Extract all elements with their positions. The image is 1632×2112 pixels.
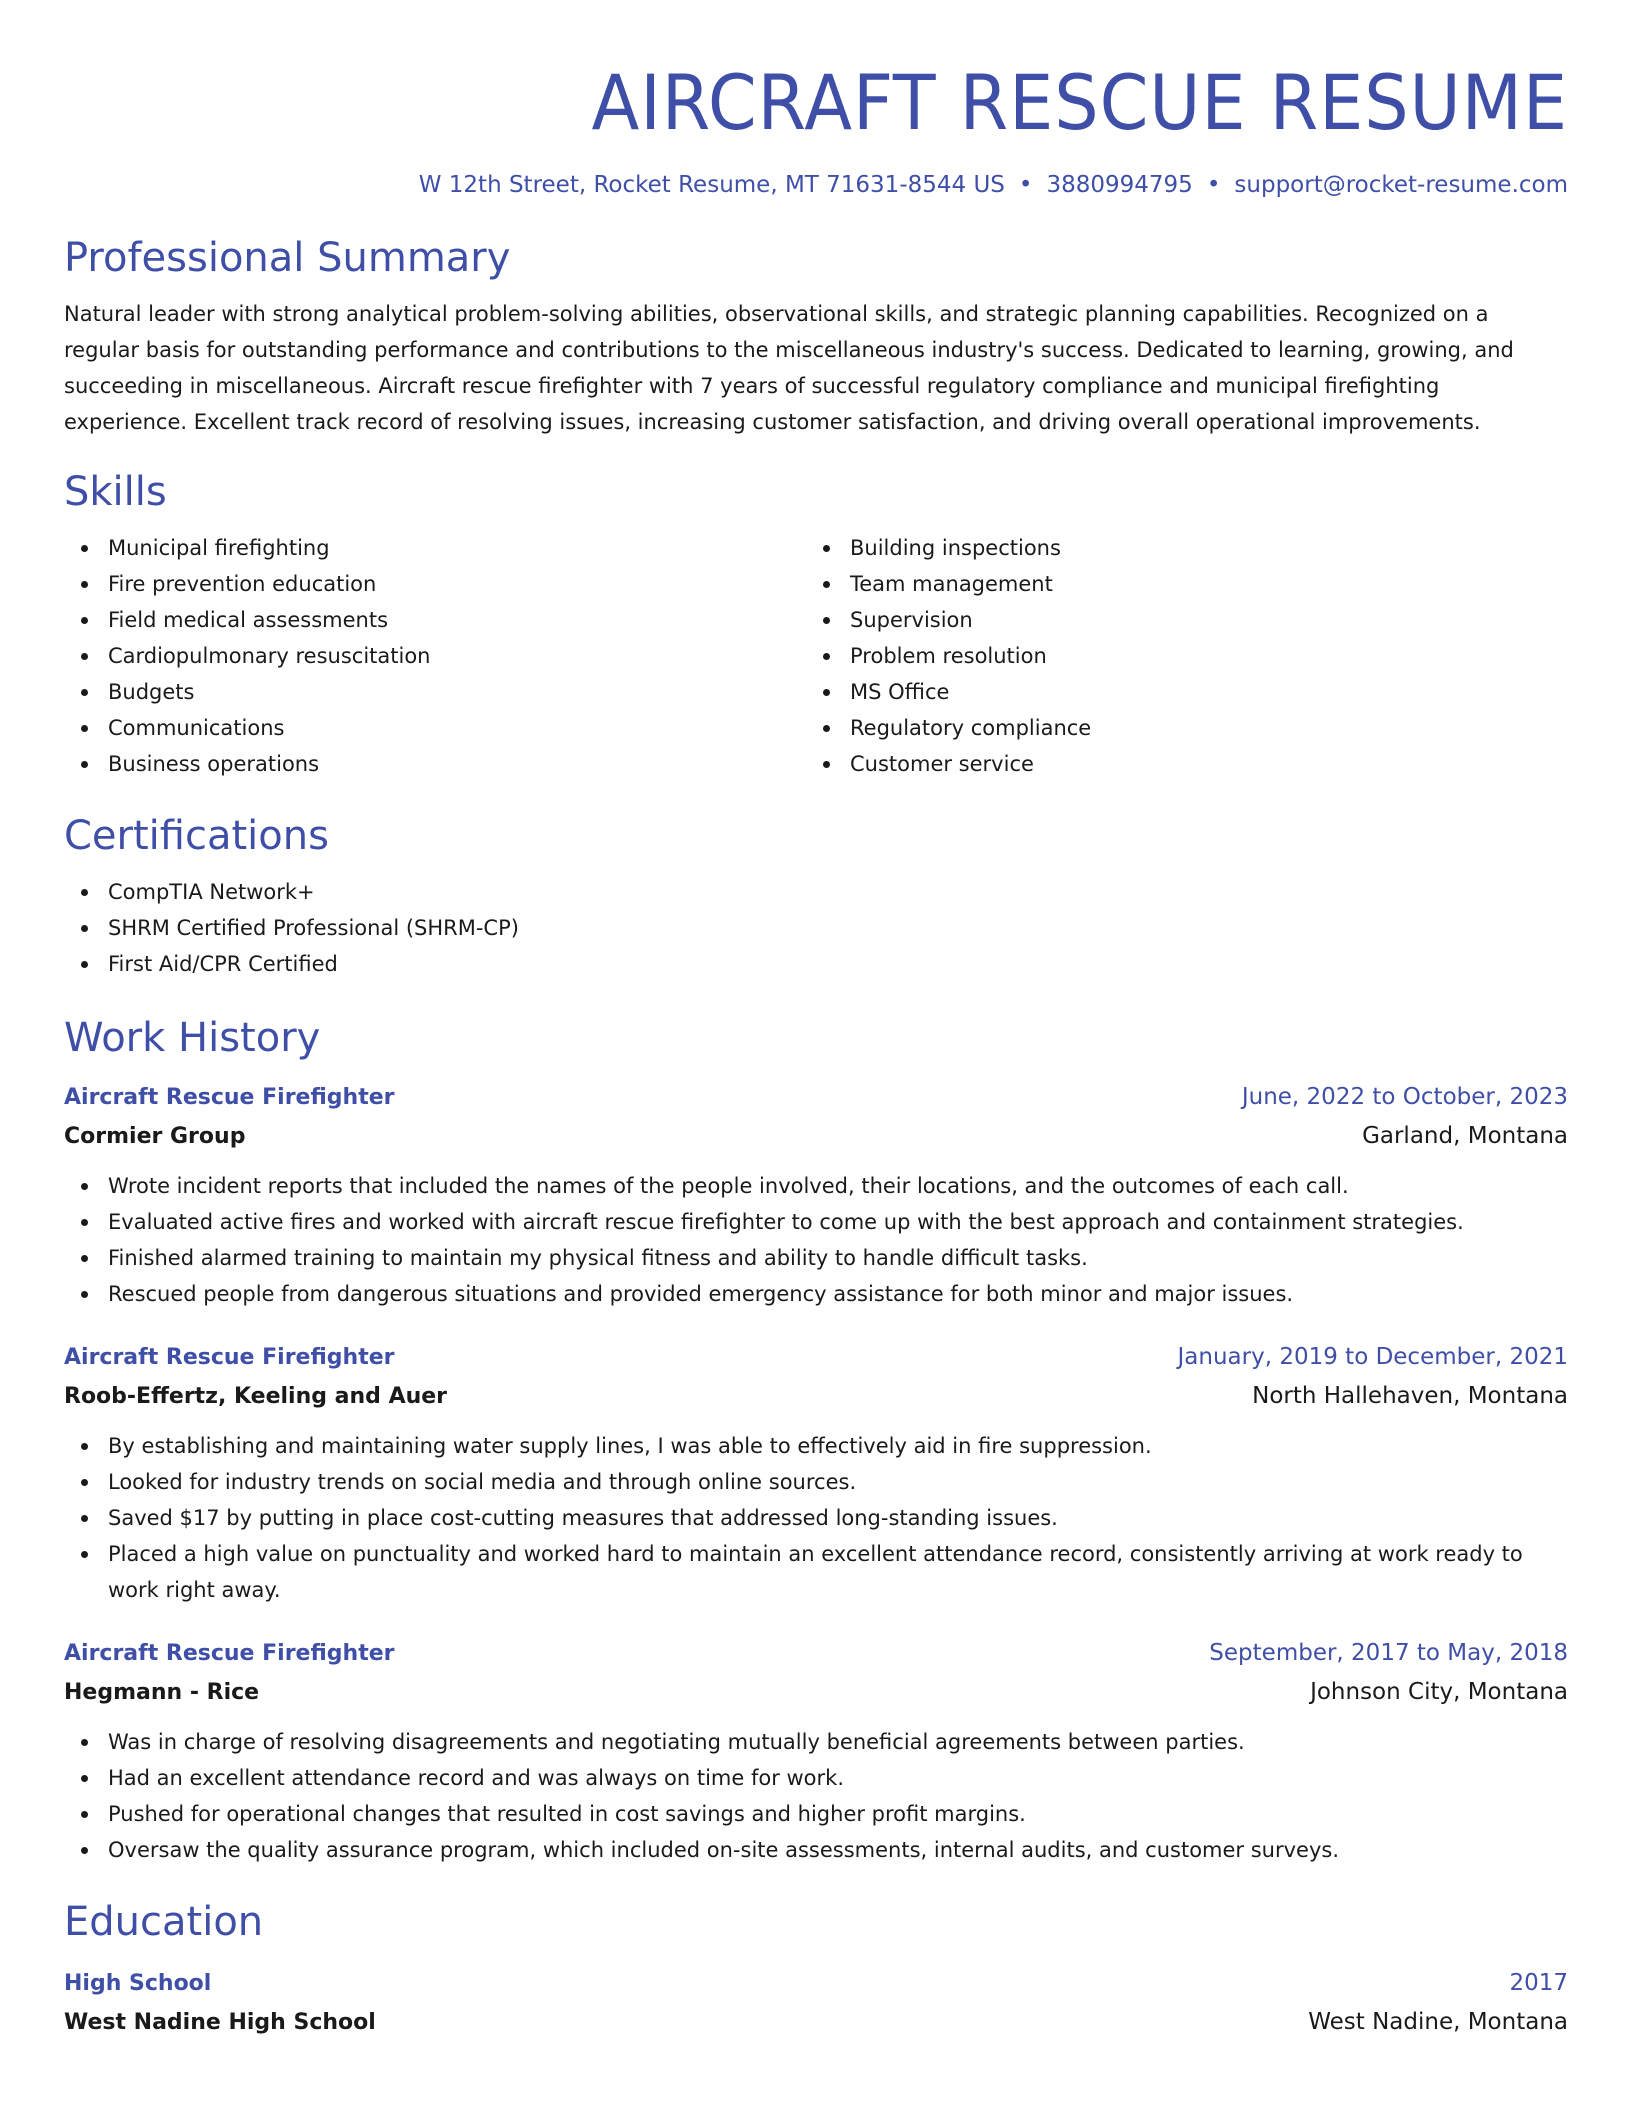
skills-grid [64,530,1568,782]
contact-address: W 12th Street, Rocket Resume, MT 71631-8544 US [418,172,1005,198]
skill-item: Municipal firefighting [64,530,806,566]
skill-item: Cardiopulmonary resuscitation [64,638,806,674]
job-duties-list [64,1428,1568,1608]
section-title-summary: Professional Summary [64,235,511,281]
education-degree: High School [64,1971,212,1996]
skills-list-right [806,530,1568,782]
job-duty: Rescued people from dangerous situations and provided emergency assistance for both minor and major issues. [64,1276,1568,1312]
contact-phone: 3880994795 [1046,172,1193,198]
section-title-certifications: Certifications [64,813,329,859]
job-company-row [64,1117,1568,1156]
education-location: West Nadine, Montana [1308,2009,1568,2035]
skills-section [64,466,1568,782]
skill-item: Business operations [64,746,806,782]
job-location: North Hallehaven, Montana [1252,1383,1568,1409]
contact-email[interactable]: support@rocket-resume.com [1234,172,1568,198]
job-duty: Looked for industry trends on social media and through online sources. [64,1464,1568,1500]
resume-header [64,0,1568,202]
job-entry [64,1078,1568,1312]
job-duty: Placed a high value on punctuality and worked hard to maintain an excellent attendance record, consistently arriving at work ready to work right away. [64,1536,1568,1608]
job-duty: Evaluated active fires and worked with aircraft rescue firefighter to come up with the best approach and containment strategies. [64,1204,1568,1240]
contact-separator: • [1206,172,1221,198]
section-title-work-history: Work History [64,1015,321,1061]
job-header-row [64,1634,1568,1673]
job-header-row [64,1078,1568,1117]
job-company: Roob-Effertz, Keeling and Auer [64,1384,448,1409]
certification-item: SHRM Certified Professional (SHRM-CP) [64,910,1568,946]
job-role: Aircraft Rescue Firefighter [64,1085,395,1110]
resume-name: AIRCRAFT RESCUE RESUME [591,58,1568,147]
job-duty: Oversaw the quality assurance program, which included on-site assessments, internal audits, and customer surveys. [64,1832,1568,1868]
job-header-row [64,1338,1568,1377]
job-duty: Had an excellent attendance record and was always on time for work. [64,1760,1568,1796]
education-header-row [64,1964,1568,2003]
job-duty: By establishing and maintaining water supply lines, I was able to effectively aid in fire suppression. [64,1428,1568,1464]
job-role: Aircraft Rescue Firefighter [64,1641,395,1666]
section-title-education: Education [64,1899,264,1945]
job-company: Hegmann - Rice [64,1680,260,1705]
job-duty: Finished alarmed training to maintain my physical fitness and ability to handle difficult tasks. [64,1240,1568,1276]
education-year: 2017 [1509,1970,1568,1996]
skills-list-left [64,530,806,782]
job-duty: Saved $17 by putting in place cost-cutting measures that addressed long-standing issues. [64,1500,1568,1536]
work-history-section [64,1012,1568,1868]
skill-item: Budgets [64,674,806,710]
skill-item: MS Office [806,674,1568,710]
contact-separator: • [1018,172,1033,198]
job-duties-list [64,1724,1568,1868]
job-location: Johnson City, Montana [1310,1679,1568,1705]
job-dates: January, 2019 to December, 2021 [1177,1344,1568,1370]
summary-text: Natural leader with strong analytical problem-solving abilities, observational skills, and strategic planning capabilities. Recognized on a regular basis for outstanding performance and contributions to the miscellaneous industry's success. Dedicated to learning, growing, and succeeding in miscellaneous. Aircraft rescue firefighter with 7 years of successful regulatory compliance and municipal firefighting experience. Excellent track record of resolving issues, increasing customer satisfaction, and driving overall operational improvements. [64,302,1514,434]
skill-item: Regulatory compliance [806,710,1568,746]
job-duty: Was in charge of resolving disagreements and negotiating mutually beneficial agreements between parties. [64,1724,1568,1760]
skill-item: Team management [806,566,1568,602]
skill-item: Customer service [806,746,1568,782]
skill-item: Fire prevention education [64,566,806,602]
job-duties-list [64,1168,1568,1312]
job-entry [64,1338,1568,1608]
certification-item: CompTIA Network+ [64,874,1568,910]
education-entry [64,1964,1568,2042]
skill-item: Building inspections [806,530,1568,566]
job-location: Garland, Montana [1362,1123,1568,1149]
education-school: West Nadine High School [64,2010,376,2035]
job-entry [64,1634,1568,1868]
skill-item: Supervision [806,602,1568,638]
job-duty: Pushed for operational changes that resulted in cost savings and higher profit margins. [64,1796,1568,1832]
skill-item: Communications [64,710,806,746]
certification-item: First Aid/CPR Certified [64,946,1568,982]
job-dates: September, 2017 to May, 2018 [1209,1640,1568,1666]
job-duty: Wrote incident reports that included the names of the people involved, their locations, and the outcomes of each call. [64,1168,1568,1204]
job-company-row [64,1377,1568,1416]
job-dates: June, 2022 to October, 2023 [1241,1084,1568,1110]
job-company-row [64,1673,1568,1712]
education-section [64,1896,1568,2042]
certifications-list [64,874,1568,982]
contact-line [64,168,1568,202]
skill-item: Problem resolution [806,638,1568,674]
summary-section [64,232,1568,440]
certifications-section [64,810,1568,982]
job-role: Aircraft Rescue Firefighter [64,1345,395,1370]
job-company: Cormier Group [64,1124,246,1149]
education-school-row [64,2003,1568,2042]
skill-item: Field medical assessments [64,602,806,638]
section-title-skills: Skills [64,469,167,515]
